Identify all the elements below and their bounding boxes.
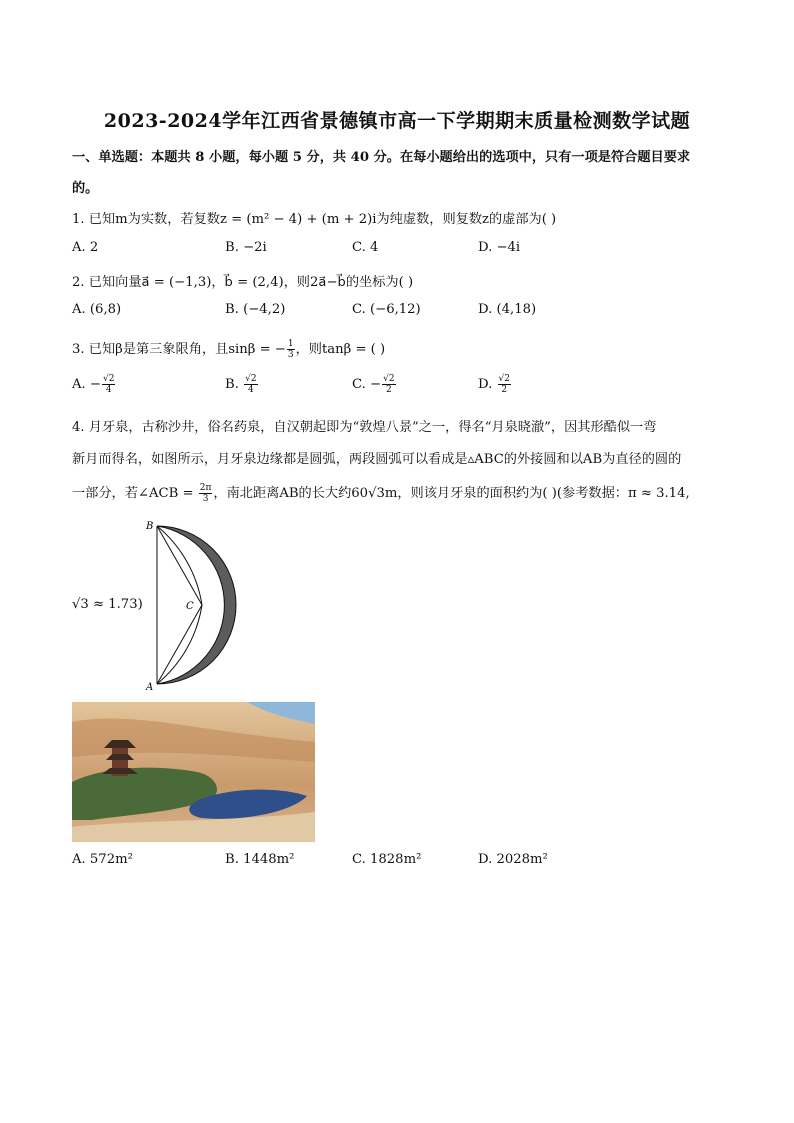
- q4-line3-prefix: 一部分，若∠ACB =: [72, 486, 198, 501]
- q3-option-c-fraction: [382, 374, 395, 395]
- q3-option-b-num: √2: [245, 374, 257, 384]
- q4-option-a: A. 572m²: [72, 852, 133, 867]
- q4-option-b: B. 1448m²: [225, 852, 295, 867]
- q1-option-a: A. 2: [72, 240, 99, 255]
- circumcircle-arc: [157, 526, 202, 684]
- q3-fraction-denominator: 3: [287, 350, 294, 360]
- q3-option-a-num: √2: [102, 374, 115, 384]
- question-4-line2: 新月而得名，如图所示，月牙泉边缘都是圆弧，两段圆弧可以看成是▵ABC的外接圆和以AB为直径的圆的: [72, 452, 682, 467]
- q3-option-c-sign: −: [370, 377, 382, 392]
- q3-option-c-label: C.: [352, 377, 366, 392]
- page-title: 2023-2024学年江西省景德镇市高一下学期期末质量检测数学试题: [103, 110, 691, 132]
- question-4-line1: 4. 月牙泉，古称沙井，俗名药泉，自汉朝起即为“敦煌八景”之一，得名“月泉晓澈”，因其形酷似一弯: [72, 420, 657, 435]
- question-2-text: 2. 已知向量a⃗ = (−1,3)，b⃗ = (2,4)，则2a⃗−b⃗的坐标为( ): [72, 275, 414, 290]
- section-heading-line2: 的。: [72, 181, 99, 196]
- q4-angle-numerator: 2π: [199, 483, 212, 493]
- question-1-text: 1. 已知m为实数，若复数z = (m² − 4) + (m + 2)i为纯虚数，则复数z的虚部为( ): [72, 212, 557, 227]
- q3-option-b: [225, 374, 259, 395]
- q3-option-a-sign: −: [89, 377, 101, 392]
- q3-option-a-den: 4: [105, 385, 112, 395]
- question-4-line3: [72, 482, 690, 504]
- q1-option-b: B. −2i: [225, 240, 267, 255]
- q3-option-c-den: 2: [385, 385, 392, 395]
- crescent-shape: [157, 526, 236, 684]
- q3-option-d-num: √2: [498, 374, 510, 384]
- q2-option-b: B. (−4,2): [225, 302, 286, 317]
- q3-option-c: [352, 374, 397, 395]
- q3-option-a-fraction: [102, 374, 115, 395]
- q3-option-c-num: √2: [383, 374, 395, 384]
- q4-angle-fraction: [199, 483, 213, 504]
- label-c: C: [186, 601, 194, 612]
- q3-option-b-label: B.: [225, 377, 239, 392]
- q3-option-d-den: 2: [501, 385, 508, 395]
- crescent-lake-photo: [72, 702, 315, 842]
- q2-option-a: A. (6,8): [72, 302, 122, 317]
- q3-fraction-numerator: 1: [287, 339, 294, 349]
- question-3-text: [72, 338, 385, 360]
- label-a: A: [146, 682, 154, 693]
- q3-option-d-label: D.: [478, 377, 493, 392]
- q3-text-suffix: ，则tanβ = ( ): [295, 342, 386, 357]
- q4-angle-denominator: 3: [202, 494, 209, 504]
- q2-option-c: C. (−6,12): [352, 302, 421, 317]
- q2-option-d: D. (4,18): [478, 302, 537, 317]
- q3-option-d: [478, 374, 512, 395]
- q1-option-d: D. −4i: [478, 240, 521, 255]
- q3-text-prefix: 3. 已知β是第三象限角，且sinβ = −: [72, 342, 286, 357]
- q4-option-c: C. 1828m²: [352, 852, 422, 867]
- q4-line3-suffix: ，南北距离AB的长大约60√3m，则该月牙泉的面积约为( )(参考数据：π ≈ 3.14,: [213, 486, 690, 501]
- crescent-figure: [140, 518, 240, 694]
- q3-option-a: [72, 374, 116, 395]
- label-b: B: [146, 521, 154, 532]
- q3-option-b-fraction: [244, 374, 257, 395]
- question-4-side-note: √3 ≈ 1.73): [72, 597, 143, 612]
- q3-option-a-label: A.: [72, 377, 86, 392]
- q1-option-c: C. 4: [352, 240, 379, 255]
- q3-option-d-fraction: [498, 374, 511, 395]
- q4-option-d: D. 2028m²: [478, 852, 548, 867]
- section-heading-line1: 一、单选题：本题共 8 小题，每小题 5 分，共 40 分。在每小题给出的选项中，只有一项是符合题目要求: [72, 150, 691, 165]
- q3-option-b-den: 4: [247, 385, 254, 395]
- q3-fraction: [287, 339, 295, 360]
